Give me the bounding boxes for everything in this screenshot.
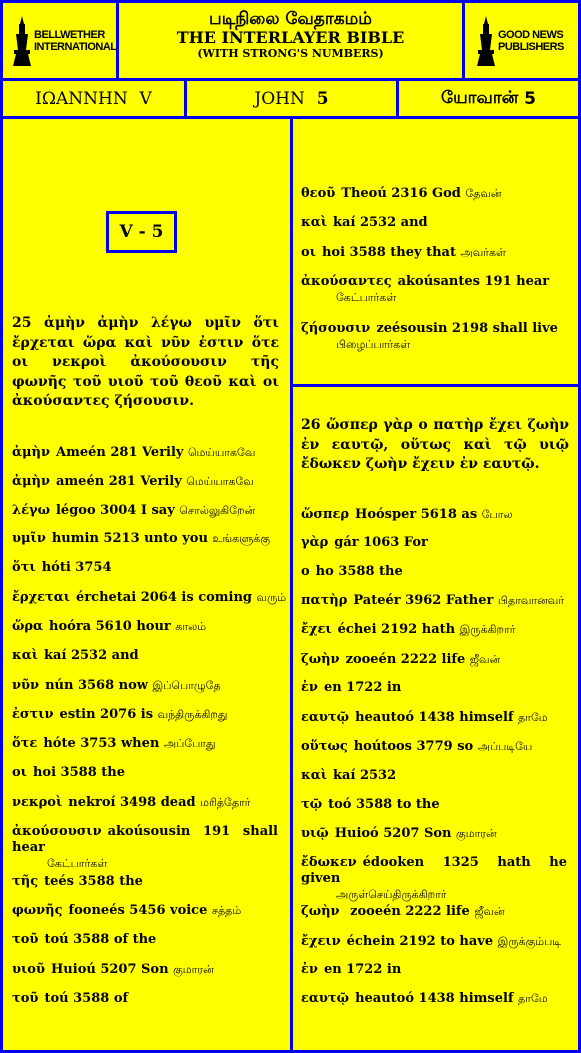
tamil-word: கேட்பார்கள்	[336, 291, 397, 304]
word-entry	[12, 874, 278, 890]
word-entry	[301, 215, 567, 231]
greek-word: ἔδωκεν	[301, 855, 357, 870]
tamil-word: மரித்தோர்	[200, 796, 251, 809]
greek-word: οι	[301, 245, 316, 260]
word-entry	[301, 826, 567, 842]
word-entry	[301, 904, 567, 920]
word-gloss: légoo 3004 I say	[55, 503, 175, 518]
word-gloss: ameén 281 Verily	[56, 474, 182, 489]
word-entry	[301, 622, 567, 638]
greek-word: τῷ	[301, 797, 323, 812]
word-gloss: en 1722 in	[323, 680, 402, 695]
verse-25-text: 25 ἀμὴν ἀμὴν λέγω υμῖν ὅτι ἔρχεται ὥρα καὶ νῦν ἐστιν ὅτε οι νεκροὶ ἀκούσουσιν τῆς φωνῆς τοῦ υιοῦ τοῦ θεοῦ καὶ οι ἀκούσαντες ζήσουσιν.	[12, 315, 279, 409]
word-entry	[12, 445, 278, 461]
word-entry	[12, 795, 278, 811]
tamil-word: கேட்பார்கள்	[47, 857, 108, 870]
word-gloss: zooeén 2222 life	[345, 652, 466, 667]
greek-word: καὶ	[12, 648, 39, 663]
word-gloss: édooken 1325 hath he given	[301, 855, 567, 886]
word-entry	[12, 531, 278, 547]
word-gloss: humin 5213 unto you	[51, 531, 208, 546]
tamil-word: வந்திருக்கிறது	[157, 708, 228, 721]
word-gloss: hóte 3753 when	[43, 736, 160, 751]
tamil-word: தேவன்	[465, 187, 502, 200]
word-gloss: akoúsousin 191 shall hear	[12, 824, 278, 855]
tamil-word: மெய்யாகவே	[186, 475, 254, 488]
tamil-word: இருக்கிறார்	[459, 623, 516, 636]
tamil-word: தாமே	[518, 711, 548, 724]
word-gloss: hoútoos 3779 so	[353, 739, 474, 754]
title-block	[119, 3, 462, 78]
word-gloss: échein 2192 to have	[346, 934, 494, 949]
word-gloss: Pateér 3962 Father	[353, 593, 494, 608]
tamil-word: குமாரன்	[173, 963, 214, 976]
tamil-word: குமாரன்	[456, 827, 497, 840]
word-gloss: Ameén 281 Verily	[56, 445, 184, 460]
greek-word: υμῖν	[12, 531, 46, 546]
word-gloss: gár 1063 For	[334, 535, 428, 550]
word-entry	[12, 903, 278, 919]
tamil-word: போல	[481, 508, 513, 521]
tamil-word: அவர்கள்	[460, 246, 506, 259]
greek-word: ἀκούσαντες	[301, 274, 392, 289]
word-entry	[301, 680, 567, 696]
word-entry	[12, 824, 278, 872]
word-gloss: Theoú 2316 God	[341, 186, 461, 201]
greek-word: ἀμὴν	[12, 474, 50, 489]
verse-26-text: 26 ὥσπερ γὰρ ο πατὴρ ἔχει ζωὴν ἐν εαυτῷ, οὕτως καὶ τῷ υιῷ ἔδωκεν ζωὴν ἔχειν ἐν εαυτῷ.	[301, 417, 569, 472]
book-tamil	[399, 81, 578, 116]
word-entry	[301, 507, 567, 523]
word-gloss: hóti 3754	[41, 560, 112, 575]
word-entry	[12, 619, 278, 635]
word-entry	[301, 710, 567, 726]
greek-word: ο	[301, 564, 310, 579]
word-entry	[12, 765, 278, 781]
greek-word: νῦν	[12, 678, 40, 693]
word-gloss: estin 2076 is	[59, 707, 154, 722]
book-english-chapter: 5	[316, 88, 329, 109]
greek-word: ὅτι	[12, 560, 36, 575]
tamil-word: ஜீவன்	[474, 905, 505, 918]
word-gloss: kaí 2532 and	[44, 648, 139, 663]
greek-word: φωνῆς	[12, 903, 63, 918]
word-entry	[12, 962, 278, 978]
word-entry	[12, 560, 278, 576]
greek-word: ἔρχεται	[12, 590, 71, 605]
word-gloss: Hoósper 5618 as	[355, 507, 478, 522]
tamil-word: அப்போது	[163, 737, 216, 750]
tamil-word: வரும்	[256, 591, 287, 604]
tamil-word: பிழைப்பார்கள்	[336, 338, 411, 351]
word-entry	[12, 590, 287, 606]
title-subtitle: (WITH STRONG'S NUMBERS)	[197, 47, 384, 60]
word-entry	[301, 962, 567, 978]
greek-word: ζήσουσιν	[301, 321, 371, 336]
bell-tower-icon	[477, 16, 495, 66]
word-entry	[301, 321, 567, 353]
tamil-word: அப்படியே	[477, 740, 533, 753]
word-gloss: zooeén 2222 life	[345, 904, 470, 919]
greek-word: ἐν	[301, 680, 318, 695]
word-gloss: akoúsantes 191 hear	[397, 274, 550, 289]
word-entry	[12, 932, 278, 948]
word-entry	[12, 678, 278, 694]
word-gloss: kaí 2532	[333, 768, 397, 783]
tamil-word: காலம்	[175, 620, 207, 633]
word-entry	[301, 564, 567, 580]
word-entry	[12, 648, 278, 664]
greek-word: ἐστιν	[12, 707, 54, 722]
greek-word: ἀκούσουσιν	[12, 824, 102, 839]
title-tamil: படிநிலை வேதாகமம்	[209, 9, 372, 29]
greek-word: ὅτε	[12, 736, 38, 751]
tamil-word: சொல்லுகிறேன்	[179, 504, 256, 517]
greek-word: ἔχει	[301, 622, 332, 637]
greek-word: καὶ	[301, 215, 328, 230]
tamil-word: சத்தம்	[211, 904, 242, 917]
tamil-word: உங்களுக்கு	[212, 532, 271, 545]
word-entry	[301, 797, 567, 813]
word-gloss: hoóra 5610 hour	[49, 619, 171, 634]
word-entry	[301, 535, 567, 551]
word-entry	[301, 768, 567, 784]
word-gloss: Huioó 5207 Son	[334, 826, 452, 841]
word-gloss: zeésousin 2198 shall live	[376, 321, 558, 336]
greek-word: τοῦ	[12, 991, 39, 1006]
title-english: THE INTERLAYER BIBLE	[176, 28, 405, 47]
tamil-word: இப்பொழுதே	[152, 679, 221, 692]
word-gloss: toú 3588 of	[44, 991, 129, 1006]
word-gloss: kaí 2532 and	[333, 215, 428, 230]
word-gloss: toú 3588 of the	[44, 932, 157, 947]
greek-word: τοῦ	[12, 932, 39, 947]
word-entry	[12, 503, 278, 519]
bellwether-logo-text: BELLWETHER INTERNATIONAL	[34, 28, 117, 53]
book-greek-chapter: V	[139, 88, 152, 109]
greek-word: τῆς	[12, 874, 39, 889]
word-entry	[12, 991, 278, 1007]
word-entry	[301, 274, 567, 306]
greek-word: υιῷ	[301, 826, 329, 841]
greek-word: καὶ	[301, 768, 328, 783]
greek-word: ὥσπερ	[301, 507, 350, 522]
word-gloss: nún 3568 now	[45, 678, 148, 693]
tamil-word: பிதாவானவர்	[497, 594, 565, 607]
tamil-word: தாமே	[518, 992, 548, 1005]
greek-word: ζωὴν	[301, 904, 340, 919]
word-gloss: en 1722 in	[323, 962, 402, 977]
tamil-word: இருக்கும்படி	[497, 935, 562, 948]
word-entry	[301, 739, 567, 755]
greek-word: οι	[12, 765, 27, 780]
word-gloss: hoi 3588 they that	[321, 245, 456, 260]
word-entry	[12, 707, 278, 723]
greek-word: λέγω	[12, 503, 50, 518]
book-greek-name: ΙΩΑΝΝΗΝ	[35, 88, 128, 109]
good-news-logo-text: GOOD NEWS PUBLISHERS	[498, 28, 564, 53]
bell-tower-icon	[13, 16, 31, 66]
book-tamil-chapter: 5	[524, 88, 536, 109]
word-entry	[12, 736, 278, 752]
word-gloss: teés 3588 the	[44, 874, 143, 889]
word-gloss: ho 3588 the	[315, 564, 403, 579]
greek-word: ζωὴν	[301, 652, 340, 667]
word-entry	[301, 855, 567, 903]
greek-word: γὰρ	[301, 535, 329, 550]
greek-word: ἐν	[301, 962, 318, 977]
word-entry	[301, 245, 567, 261]
good-news-logo	[465, 3, 578, 78]
word-gloss: toó 3588 to the	[328, 797, 440, 812]
tamil-word: அருள்செய்திருக்கிறார்	[336, 888, 447, 901]
greek-word: ἔχειν	[301, 934, 341, 949]
greek-word: οὕτως	[301, 739, 348, 754]
greek-word: νεκροὶ	[12, 795, 63, 810]
tamil-word: ஜீவன்	[469, 653, 501, 666]
word-entry	[301, 186, 567, 202]
word-entry	[301, 652, 567, 668]
book-english-name: JOHN	[254, 88, 305, 109]
book-greek	[3, 81, 184, 116]
chapter-label: V - 5	[106, 211, 177, 253]
word-entry	[301, 934, 567, 950]
greek-word: θεοῦ	[301, 186, 336, 201]
word-entry	[301, 991, 567, 1007]
word-entry	[12, 474, 278, 490]
greek-word: πατὴρ	[301, 593, 348, 608]
word-gloss: échei 2192 hath	[337, 622, 456, 637]
word-gloss: Huioú 5207 Son	[51, 962, 169, 977]
word-gloss: heautoó 1438 himself	[355, 710, 514, 725]
greek-word: υιοῦ	[12, 962, 46, 977]
word-gloss: fooneés 5456 voice	[68, 903, 208, 918]
greek-word: ὥρα	[12, 619, 44, 634]
word-gloss: heautoó 1438 himself	[355, 991, 514, 1006]
word-entry	[301, 593, 567, 609]
bellwether-logo	[3, 3, 116, 78]
greek-word: εαυτῷ	[301, 710, 350, 725]
greek-word: εαυτῷ	[301, 991, 350, 1006]
book-tamil-name: யோவான்	[441, 87, 519, 108]
book-english	[187, 81, 396, 116]
greek-word: ἀμὴν	[12, 445, 50, 460]
word-gloss: érchetai 2064 is coming	[76, 590, 253, 605]
word-gloss: nekroí 3498 dead	[68, 795, 196, 810]
word-gloss: hoi 3588 the	[32, 765, 125, 780]
tamil-word: மெய்யாகவே	[188, 446, 256, 459]
